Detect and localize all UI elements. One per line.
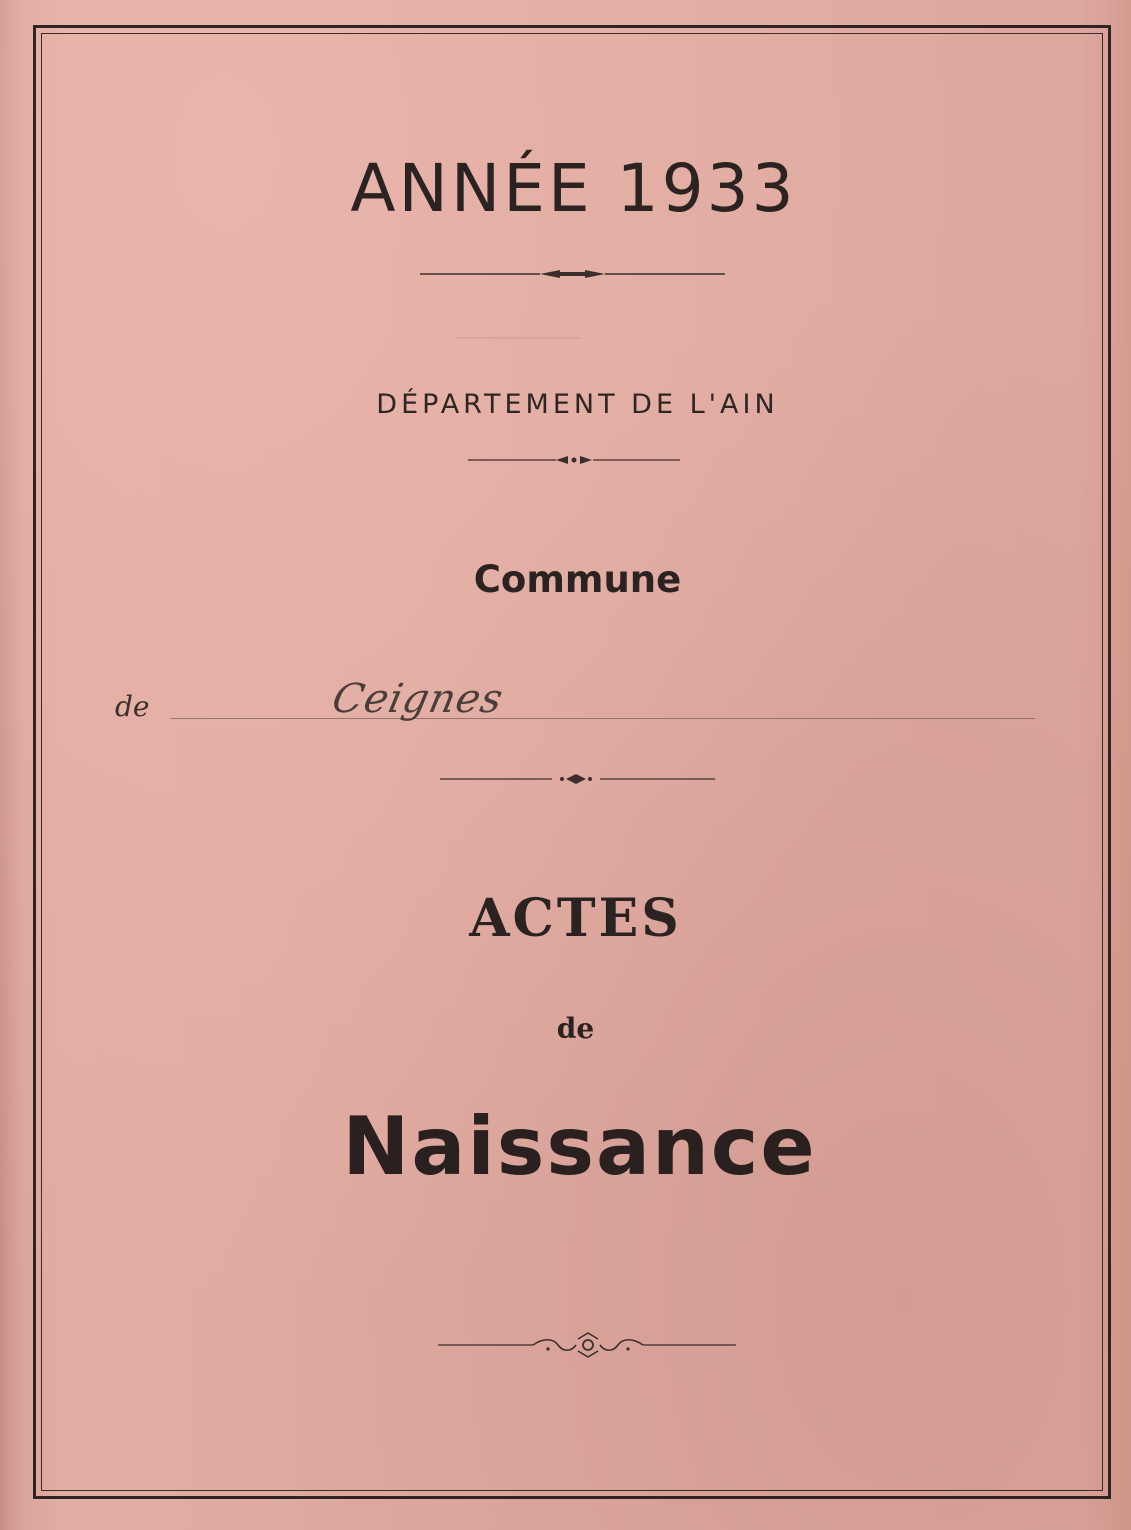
department-heading: DÉPARTEMENT DE L'AIN <box>376 389 779 420</box>
divider-ornament-1 <box>420 264 730 284</box>
inner-frame-border <box>41 33 1103 1491</box>
commune-label: Commune <box>473 558 682 601</box>
register-type-line-1: ACTES <box>469 888 682 949</box>
register-type-line-2: de <box>556 1012 595 1045</box>
register-type-line-3: Naissance <box>342 1100 817 1193</box>
commune-prefix: de <box>115 690 150 723</box>
year-title: ANNÉE 1933 <box>350 150 797 227</box>
commune-name-row <box>115 676 1035 730</box>
divider-ornament-3 <box>440 770 720 788</box>
handwritten-commune-name: Ceignes <box>328 676 508 722</box>
flourish-ornament <box>438 1330 738 1360</box>
faint-rule <box>455 333 585 343</box>
commune-fill-line <box>170 718 1035 719</box>
divider-ornament-2 <box>468 452 683 468</box>
